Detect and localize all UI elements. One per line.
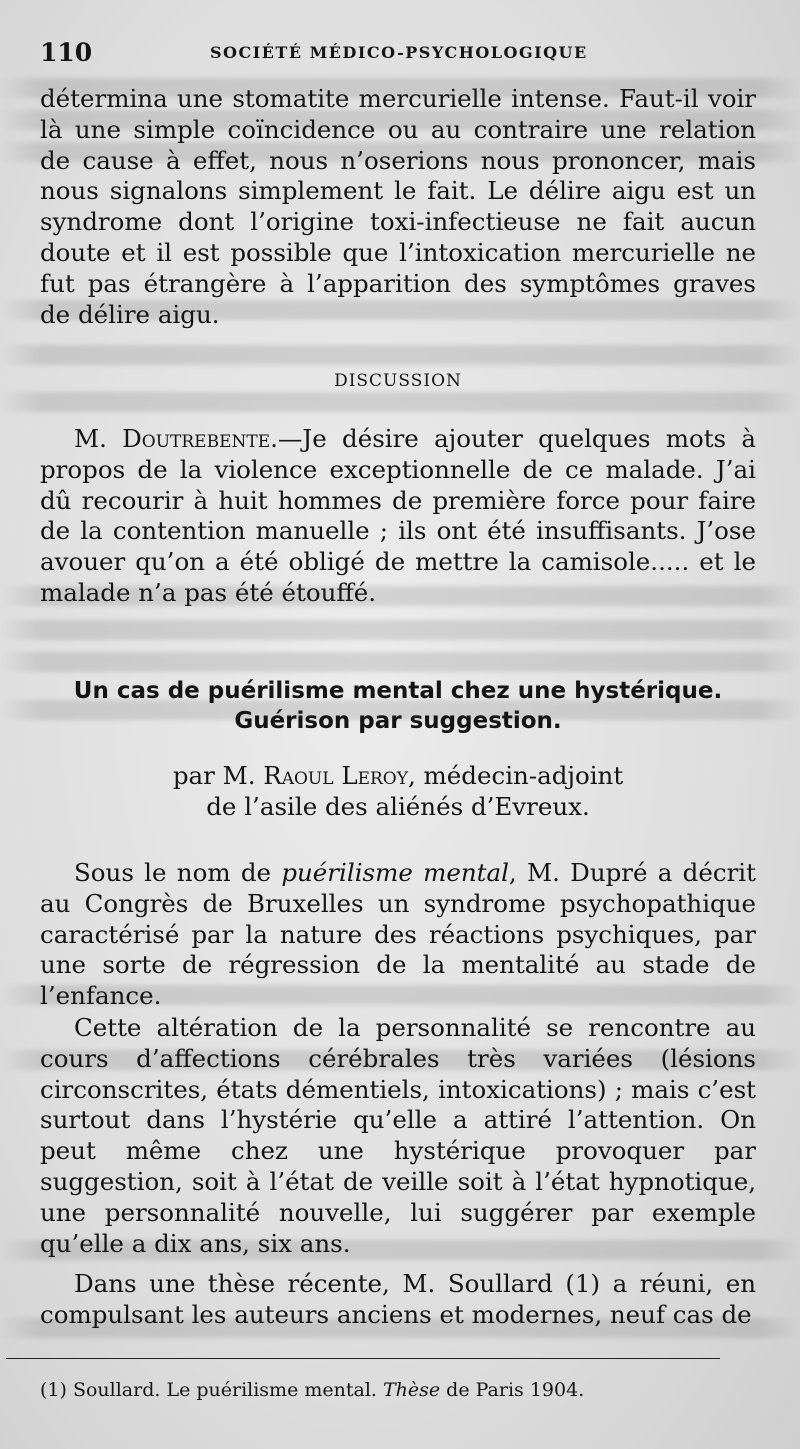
term-puerilisme-mental: puérilisme mental [281, 858, 509, 887]
byline-line-2: de l’asile des aliénés d’Evreux. [206, 791, 590, 821]
page-number: 110 [40, 38, 93, 67]
byline-prefix: par M. [172, 761, 264, 790]
discussion-text: —Je désire ajouter quelques mots à propos de la violence exceptionnelle de ce malade. J’ai dû recourir à huit hommes de première force pour faire de la contention manuelle ; ils ont été insuffisants. J’ose avouer qu’on a été obligé de mettre la camisole..... et le malade n’a pas été étouffé. [40, 424, 756, 607]
author-name: Raoul Leroy [263, 761, 408, 790]
p1-post: , M. Dupré a décrit au Congrès de Bruxelles un syndrome psychopathique caractérisé par la nature des réactions psychiques, par une sorte de régression de la mentalité au stade de l’enfance. [40, 858, 756, 1011]
body-paragraph-2: Cette altération de la personnalité se rencontre au cours d’affections cérébrales très variées (lésions circonscrites, états démentiels, intoxications) ; mais c’est surtout dans l’hystérie qu’elle a attiré l’attention. On peut même chez une hystérique provoquer par suggestion, soit à l’état de veille soit à l’état hypnotique, une personnalité nouvelle, lui suggérer par exemple qu’elle a dix ans, six ans. [40, 1013, 756, 1258]
running-head: SOCIÉTÉ MÉDICO-PSYCHOLOGIQUE [210, 43, 588, 62]
speaker-name: M. Doutrebente. [74, 424, 278, 453]
body-paragraph-3: Dans une thèse récente, M. Soullard (1) a réuni, en compulsant les auteurs anciens et modernes, neuf cas de [40, 1269, 756, 1329]
discussion-heading: DISCUSSION [334, 371, 462, 391]
footnote-italic: Thèse [382, 1379, 441, 1401]
footnote-pre: (1) Soullard. Le puérilisme mental. [40, 1379, 383, 1401]
byline [40, 761, 756, 823]
intro-paragraph: détermina une stomatite mercurielle intense. Faut-il voir là une simple coïncidence ou au contraire une relation de cause à effet, nous n’oserions nous prononcer, mais nous signalons simplement le fait. Le délire aigu est un syndrome dont l’origine toxi-infectieuse ne fait aucun doute et il est possible que l’intoxication mercurielle ne fut pas étrangère à l’apparition des symptômes graves de délire aigu. [40, 84, 756, 329]
byline-line-1 [40, 761, 756, 792]
p1-pre: Sous le nom de [74, 858, 282, 887]
article-title [40, 676, 756, 736]
footnote [40, 1378, 584, 1402]
footnote-post: de Paris 1904. [440, 1379, 585, 1401]
body-paragraph-1 [40, 858, 756, 1012]
page-header [40, 38, 756, 68]
article-title-line-2: Guérison par suggestion. [234, 708, 562, 734]
article-title-line-1: Un cas de puérilisme mental chez une hystérique. [73, 678, 723, 704]
discussion-paragraph [40, 424, 756, 609]
footnote-rule [6, 1358, 720, 1359]
byline-role: , médecin-adjoint [407, 761, 624, 790]
